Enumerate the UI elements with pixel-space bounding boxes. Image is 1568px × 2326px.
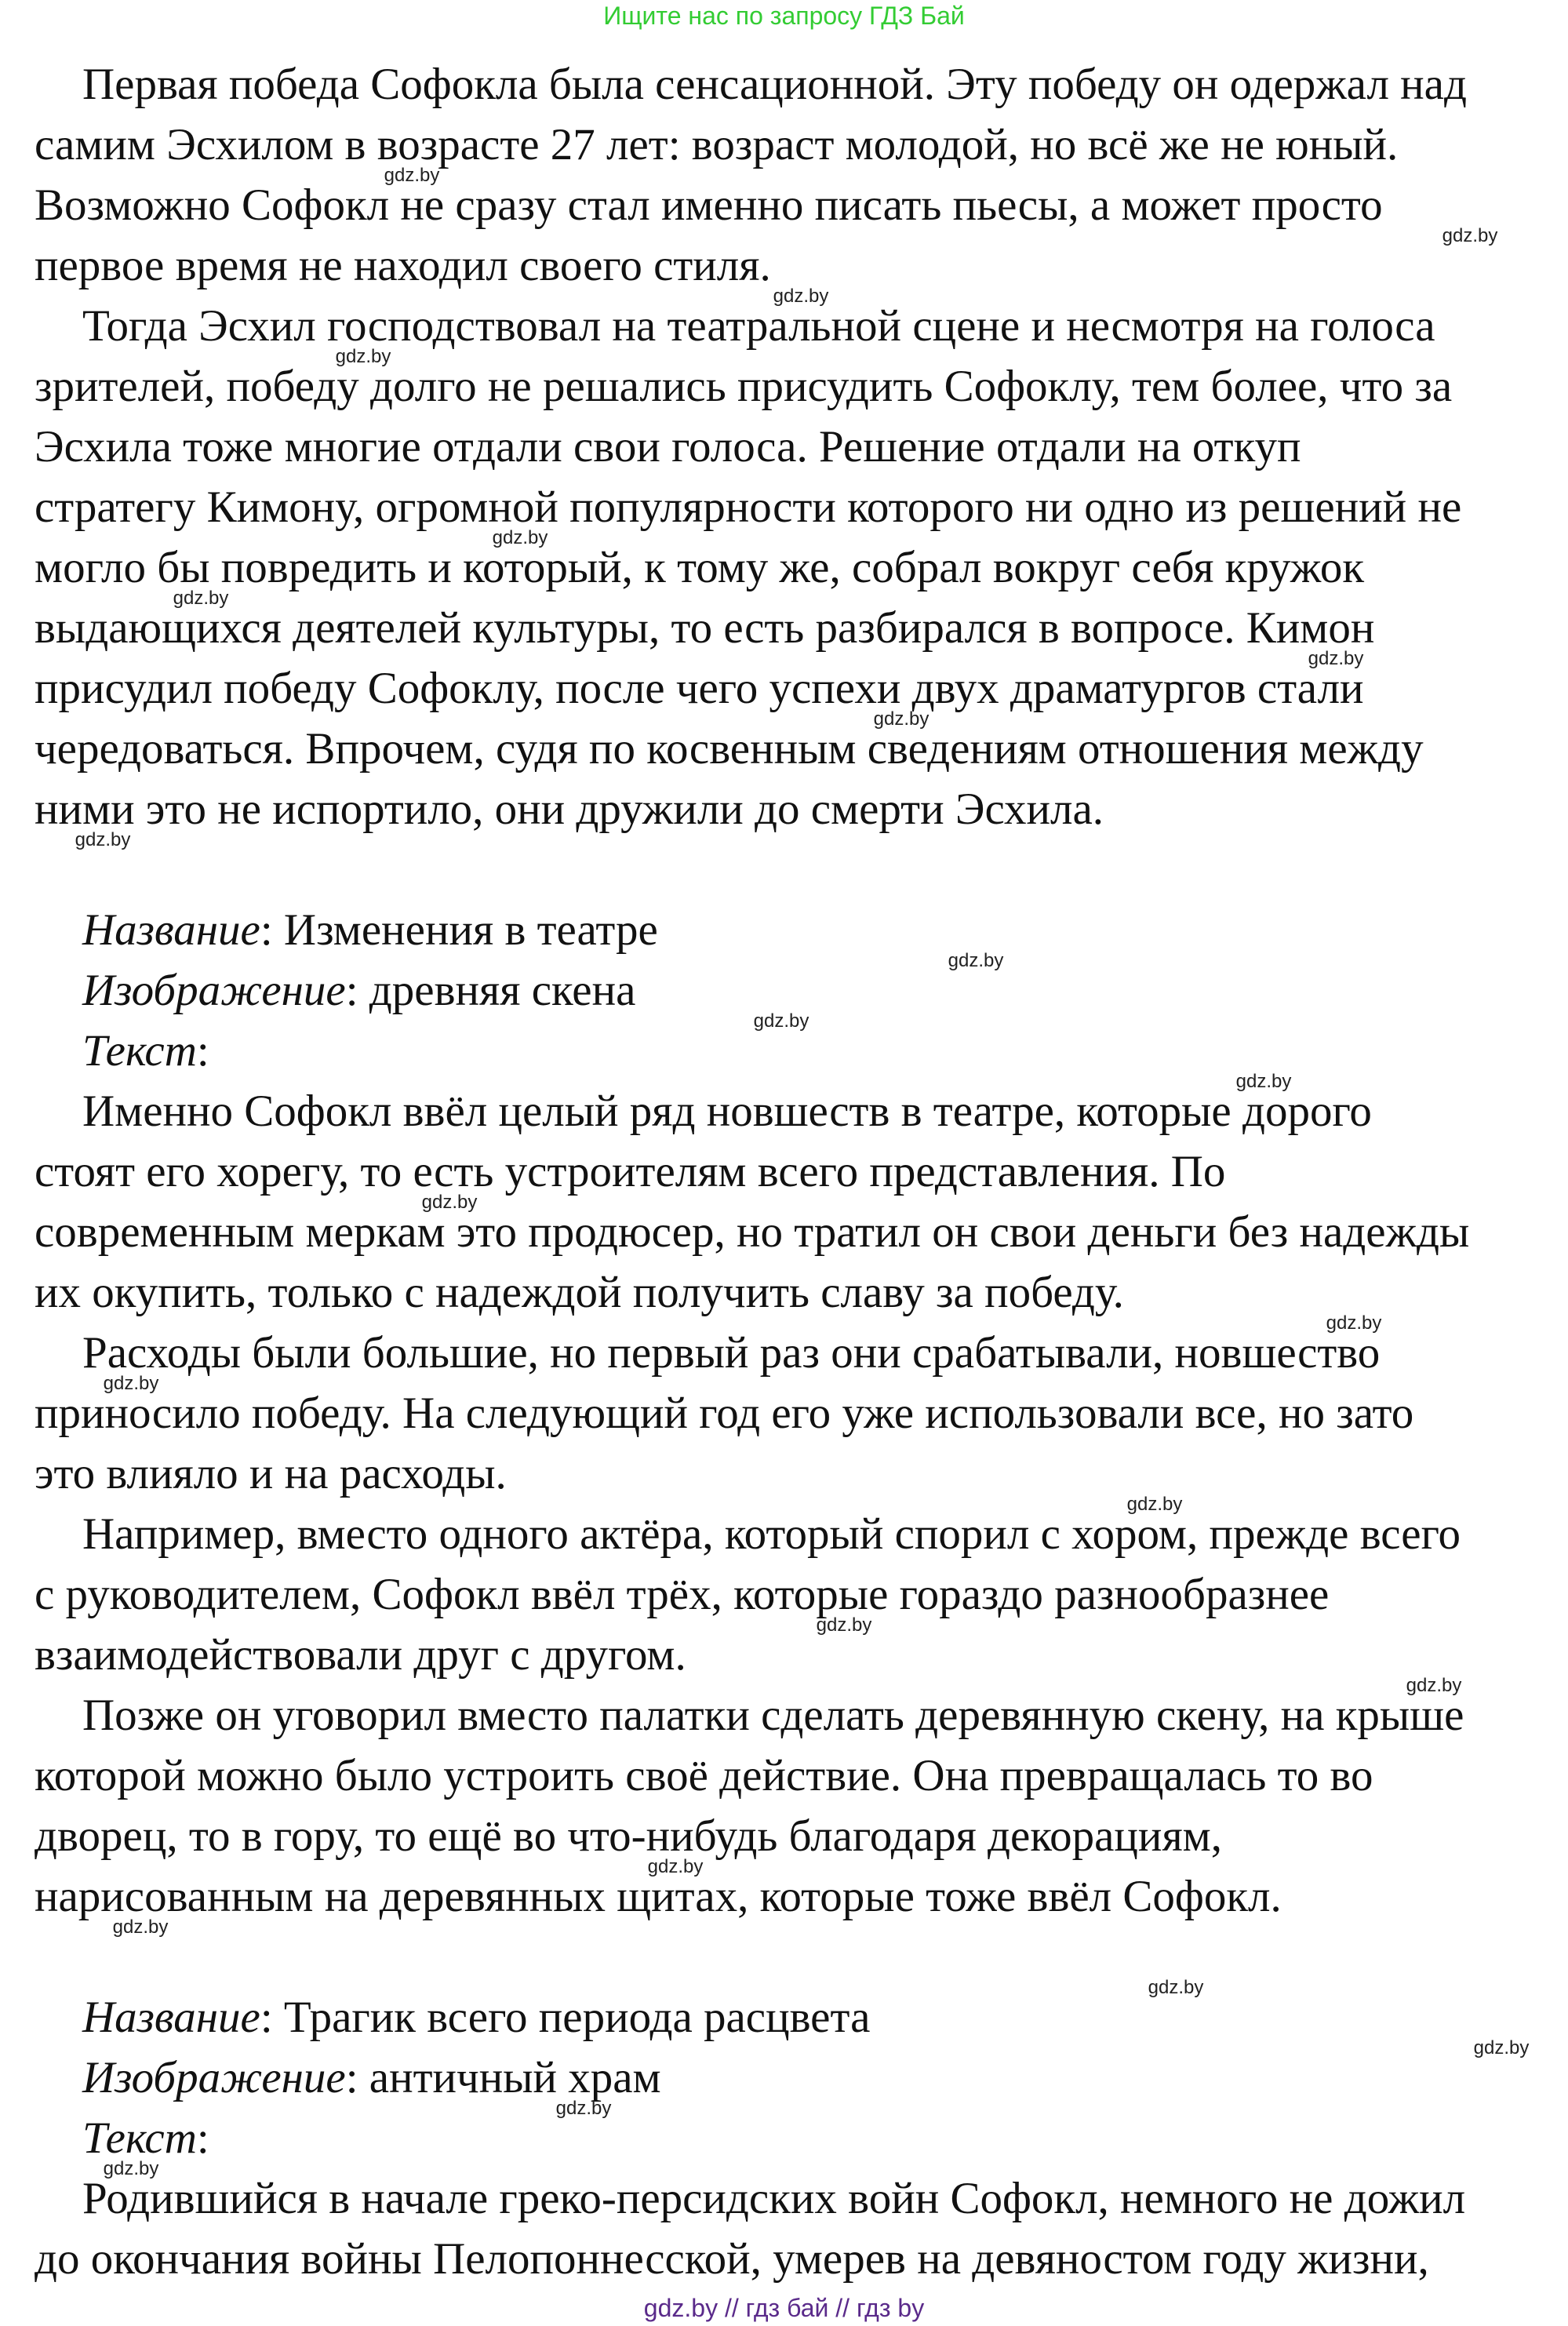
line-text: до окончания войны Пелопоннесской, умерев на девяностом году жизни, (35, 2234, 1429, 2284)
watermark: gdz.by (1308, 647, 1364, 669)
line-text: : (196, 2113, 209, 2163)
line-text: их окупить, только с надеждой получить славу за победу. (35, 1268, 1124, 1317)
text-line (35, 543, 1365, 592)
field-line (82, 966, 636, 1015)
line-text: самим Эсхилом в возрасте 27 лет: возраст молодой, но всё же не юный. (35, 120, 1399, 169)
text-line (35, 664, 1364, 713)
line-text: Именно Софокл ввёл целый ряд новшеств в театре, которые дорого (82, 1087, 1372, 1136)
line-text: стоят его хорегу, то есть устроителям всего представления. По (35, 1147, 1226, 1196)
line-text: взаимодействовали друг с другом. (35, 1630, 686, 1680)
line-text: это влияло и на расходы. (35, 1449, 507, 1498)
line-text: с руководителем, Софокл ввёл трёх, которые гораздо разнообразнее (35, 1570, 1330, 1619)
line-text: Тогда Эсхил господствовал на театральной сцене и несмотря на голоса (82, 301, 1435, 351)
text-line (35, 180, 1383, 230)
text-line (35, 120, 1399, 169)
watermark: gdz.by (1473, 2037, 1530, 2058)
watermark: gdz.by (112, 1916, 169, 1938)
text-line (35, 1449, 507, 1498)
text-line (35, 1570, 1330, 1619)
field-label: Название (82, 1993, 260, 2042)
text-line (35, 1389, 1414, 1438)
watermark: gdz.by (384, 164, 440, 186)
field-line (82, 1993, 871, 2042)
watermark: gdz.by (103, 1372, 159, 1394)
line-text: выдающихся деятелей культуры, то есть разбирался в вопросе. Кимон (35, 603, 1375, 653)
text-line (82, 1328, 1381, 1378)
watermark: gdz.by (873, 708, 930, 730)
watermark: gdz.by (75, 828, 131, 850)
text-line (35, 1268, 1124, 1317)
line-text: Первая победа Софокла была сенсационной. Эту победу он одержал над (82, 60, 1467, 109)
text-line (82, 2174, 1466, 2223)
text-line (35, 603, 1375, 653)
watermark: gdz.by (1442, 224, 1498, 246)
line-text: Эсхила тоже многие отдали свои голоса. Решение отдали на откуп (35, 422, 1301, 471)
text-line (82, 60, 1467, 109)
line-text: дворец, то в гору, то ещё во что-нибудь благодаря декорациям, (35, 1811, 1222, 1861)
text-line (35, 241, 771, 290)
watermark: gdz.by (1148, 1976, 1204, 1998)
text-line (82, 1691, 1464, 1740)
field-label: Изображение (82, 966, 346, 1015)
text-line (35, 1630, 686, 1680)
line-text: нарисованным на деревянных щитах, которые тоже ввёл Софокл. (35, 1872, 1282, 1921)
line-text: зрителей, победу долго не решались присудить Софоклу, тем более, что за (35, 362, 1453, 411)
text-line (35, 724, 1424, 774)
watermark: gdz.by (1235, 1070, 1292, 1092)
watermark: gdz.by (335, 345, 391, 367)
field-label: Текст (82, 2113, 197, 2163)
text-line (82, 1509, 1461, 1559)
watermark: gdz.by (1326, 1312, 1382, 1334)
watermark: gdz.by (492, 526, 548, 548)
field-line (82, 905, 658, 955)
line-text: приносило победу. На следующий год его уже использовали все, но зато (35, 1389, 1414, 1438)
line-text: которой можно было устроить своё действие. Она превращалась то во (35, 1751, 1373, 1800)
line-text: присудил победу Софоклу, после чего успехи двух драматургов стали (35, 664, 1364, 713)
text-line (35, 422, 1301, 471)
line-text: стратегу Кимону, огромной популярности которого ни одно из решений не (35, 482, 1462, 532)
field-label: Название (82, 905, 260, 955)
watermark: gdz.by (773, 285, 829, 307)
line-text: : (196, 1026, 209, 1076)
watermark: gdz.by (753, 1010, 809, 1032)
line-text: Позже он уговорил вместо палатки сделать деревянную скену, на крыше (82, 1691, 1464, 1740)
text-line (35, 2234, 1429, 2284)
line-text: : древняя скена (345, 966, 636, 1015)
watermark: gdz.by (647, 1855, 704, 1877)
watermark: gdz.by (421, 1191, 478, 1213)
line-text: Родившийся в начале греко-персидских войн Софокл, немного не дожил (82, 2174, 1466, 2223)
watermark: gdz.by (173, 587, 229, 609)
line-text: Например, вместо одного актёра, который спорил с хором, прежде всего (82, 1509, 1461, 1559)
text-line (35, 1872, 1282, 1921)
line-text: чередоваться. Впрочем, судя по косвенным сведениям отношения между (35, 724, 1424, 774)
field-line (82, 1026, 209, 1076)
text-line (35, 1147, 1226, 1196)
text-line (35, 1811, 1222, 1861)
text-line (35, 482, 1462, 532)
field-label: Изображение (82, 2053, 346, 2102)
watermark: gdz.by (1406, 1674, 1462, 1696)
text-line (35, 1207, 1470, 1257)
line-text: : Изменения в театре (260, 905, 658, 955)
line-text: современным меркам это продюсер, но тратил он свои деньги без надежды (35, 1207, 1470, 1257)
watermark: gdz.by (555, 2097, 612, 2119)
field-line (82, 2113, 209, 2163)
footer-banner: gdz.by // гдз бай // гдз by (643, 2294, 925, 2322)
line-text: ними это не испортило, они дружили до смерти Эсхила. (35, 784, 1104, 834)
text-line (35, 362, 1453, 411)
line-text: первое время не находил своего стиля. (35, 241, 771, 290)
text-line (82, 301, 1435, 351)
watermark: gdz.by (103, 2157, 159, 2179)
header-banner: Ищите нас по запросу ГДЗ Бай (603, 2, 965, 30)
field-label: Текст (82, 1026, 197, 1076)
text-line (82, 1087, 1372, 1136)
line-text: : Трагик всего периода расцвета (260, 1993, 871, 2042)
text-line (35, 1751, 1373, 1800)
line-text: Возможно Софокл не сразу стал именно писать пьесы, а может просто (35, 180, 1383, 230)
line-text: : античный храм (345, 2053, 661, 2102)
watermark: gdz.by (948, 949, 1004, 971)
watermark: gdz.by (816, 1614, 872, 1636)
line-text: могло бы повредить и который, к тому же, собрал вокруг себя кружок (35, 543, 1365, 592)
watermark: gdz.by (1126, 1493, 1183, 1515)
line-text: Расходы были большие, но первый раз они срабатывали, новшество (82, 1328, 1381, 1378)
field-line (82, 2053, 661, 2102)
text-line (35, 784, 1104, 834)
